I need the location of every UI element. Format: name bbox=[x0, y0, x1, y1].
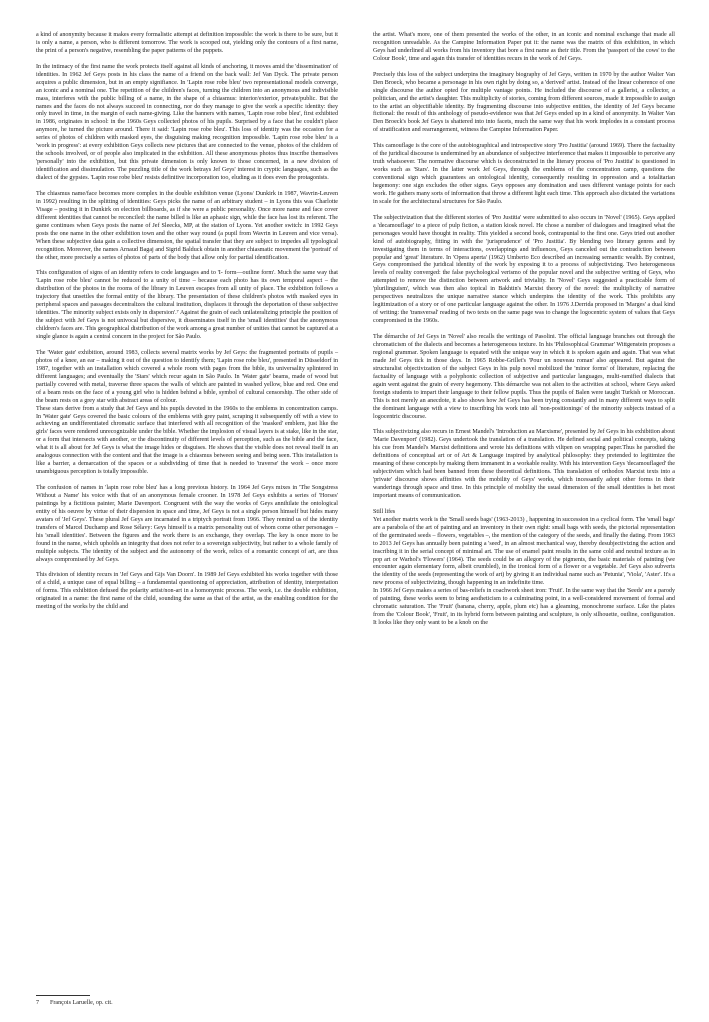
paragraph: The 'Water gate' exhibition, around 1983, collects several matrix works by Jef Geys: the fragmented portraits of pupils – photos of a knee, an ear – making it out of the question to identify them; 'Lapin rose robe bleu', presented in Düsseldorf in 1987, together with an installation which covered a whole room with pages from the bible, its universality splintered in different languages; and eventually the 'Stars' which recur again in São Paulo. In 'Water gate' beams, made of wood but partially covered with metal, traverse three spaces the walls of which are painted in washed yellow, blue and red. One end of a beam rests on the face of a young girl who is hidden behind a bible, symbol of cultural censorship. The other side of the beam rests on a grey star with abstract areas of colour. bbox=[36, 349, 338, 404]
paragraph: These stars derive from a study that Jef Geys and his pupils devoted in the 1960s to the emblems in concentration camps. In 'Water gate' Geys covered the basic colours of the emblems with grey paint, scraping it subsequently off with a view to achieving an undifferentiated chromatic surface that interfered with all recognition of the 'masked' emblem, just like the girls' faces were rendered unrecognizable under the bible. Whether the implosion of visual layers is at stake, like in the star, or a form that intersects with another, or the discontinuity of different levels of perception, such as the bible and the face, what it is all about for Jef Geys is what the image hides or disguises. He shows that the visible does not reveal itself in an analogous connection with the content and that the image is a chiasmus between seeing and being seen. This installation is like a barrier, a demarcation of the spaces or a subdividing of time that is needed to 'traverse' the work – once more unambiguous perception is totally impossible. bbox=[36, 405, 338, 476]
footnote-text: François Laruelle, op. cit. bbox=[50, 1000, 113, 1006]
paragraph: This subjectivizing also recurs in Ernest Mandel's 'Introduction au Marxisme', presented by Jef Geys in his exhibition about 'Marie Davenport' (1982). Geys undertook the translation of a translation. He defined social and political concepts, taking his cue from Mandel's Marxist definitions and wrote his definitions with viltpen on wrapping paper.Thus he parodied the definitions of conceptual art or of Art & Language inspired by analytical philosophy: they pretended to legitimize the meaning of these concepts by making them immanent in a workable reality. With his intervention Geys 'decamouflaged' the subjectivism which had been banned from these theoretical definitions. This translation of orthodox Marxist texts into a 'private' discourse shows affinities with the mobility of Geys' works, which incessantly adopt other forms in their wanderings through space and time. In this principle of mobility the usual dimension of the small identities is het most important means of communication. bbox=[373, 429, 675, 499]
paragraph: The confusion of names in 'lapin rose robe bleu' has a long previous history. In 1964 Jef Geys mixes in 'The Songstress Without a Name' his voice with that of an anonymous female crooner. In 1978 Jef Geys exhibits a series of 'Horses' paintings by a fictitious painter, Marie Davenport. Congruent with the way the works of Geys annihilate the ontological entity of his oeuvre by virtue of their dispersion in space and time, Jef Geys is not a single person himself but hides many avatars of 'Jef Geys'. These plural Jef Geys are incarnated in a triptych portrait from 1966. They remind us of the identity transfers of Marcel Duchamp and Rose Sélavy: Geys himself is a matrix personality out of whom come other personages – his 'small identities'. Between the figures and the work there is an exchange, they overlap. The key is once more to be found in the name, which upholds an integrity that does not refer to a sovereign subjectivity, but rather to a whole family of multiple subjects. The identity of the subject and the autonomy of the work, relics of a romantic concept of art, are thus always compromised by Jef Geys. bbox=[36, 485, 338, 563]
section-heading-still-lifes: Still lifes bbox=[373, 508, 396, 515]
left-column bbox=[36, 32, 338, 620]
footnote-rule bbox=[36, 995, 90, 996]
paragraph: Yet another matrix work is the 'Small seeds bags' (1963-2013) , happening in succession in a cyclical form. The 'small bags' are a parabola of the art of painting and an inventory in their own right: small bags with seeds, the pictorial representation of the germinated seeds – flowers, vegetables –, the mention of the category of the seeds, and finally the dating. From 1963 to 2013 Jef Geys has annually been painting a 'seed', in an almost mechanical way, thereby desubjectivizing the action and inscribing it in the serial concept of minimal art. The use of enamel paint results in the same cold and neutral texture as in pop art or Warhol's 'Flowers' (1964). The seeds could be an allegory of the pigments, the basic materials of painting (we encounter again elementary form, albeit crumbled), in the ironical form of a flower or a vegetable. Jef Geys also subverts the identity of the seeds (representing the work of art) by giving it an individual name such as 'Petunia', 'Viola', 'Aster'. It's a new process of subjectivizing, though happening in an indefinite time. bbox=[373, 516, 675, 587]
paragraph: In the intimacy of the first name the work protects itself against all kinds of anchoring, it moves amid the 'dissemination' of identities. In 1962 Jef Geys posts in his class the name of a friend on the back wall: Jef Van Dyck. The private person acquires a public dimension, but in an empty signifiance. In 'Lapin rose robe bleu' two representational models converge, an iconic and a nominal one. The repetition of the children's faces, turning the children into an anonymous and indivisible mass, interferes with the public billing of a name, in the shape of a chiasmus: interior/exterior, private/public. But the names and the faces do not always succeed in connecting, nor do they manage to give the work a specific identity: they only travel in time, in the margin of each name-giving. Like the banners with names, 'Lapin rose robe bleu', first exhibited in 1986, originates in school: in the 1960s Geys collected photos of his pupils. Surprised by a face that he couldn't place anymore, he turned the picture around. There it said: 'Lapin rose robe bleu'. This loss of identity was the occasion for a series of photos of children with masked eyes, the disguising making recognition impossible. 'Lapin rose robe bleu' is a 'work in progress': at every exhibition Geys collects new pictures that are connected to the venue, photos of the children of the schools involved, or of people also implicated in the exhibition. All these anonymous photos thus inscribe themselves 'personally' into the exhibition, but this private dimension is only known to those concerned, in a new division of identification and dissimulation. The puzzling title of the work betrays Jef Geys' interest in cryptic languages, such as the dialect of the gypsies. 'Lapin rose robe bleu' resists definitive incorporation too, eluding as it does even the protagonists. bbox=[36, 63, 338, 182]
footnote bbox=[36, 999, 338, 1007]
paragraph: The subjectivization that the different stories of 'Pro Justitia' were submitted to also occurs in 'Novel' (1965). Geys applied a 'decamouflage' to a piece of pulp fiction, a station kiosk novel. He chose a number of dialogues and imagined what the personages would have thought in reality. This yielded a second book, contrapuntal to the first one. Geys tried out another kind of autobiography, fitting in with the 'jurisprudence' of 'Pro Justitia'. By blending two literary genres and by investigating them in terms of interactions, overlappings and influences, Geys canceled out the contradiction between popular and 'great' literature. In 'Opera aperta' (1962) Umberto Eco described an increasing semantic wealth. By contrast, Geys compromised the juridical identity of the work by exposing it to a process of subjectivizing. Two heterogeneous levels of reality converged: the false psychological verismo of the popular novel and the subjective writing of Geys, who attempted to remove the distinction between artwork and triviality. In 'Novel' Geys suggested a practicable form of 'plurilinguism', which was then also topical in Bakhtin's Marxist theory of the novel: the multiplicity of narrative perspectives neutralizes the unique narrative stance which underpins the identity of the work. This prohibits any legitimization of a story or of one particular language against the other. In 1976 J.Derrida proposed in 'Marges' a dual kind of writing: the 'transversal' reading of two texts on the same page was to change the logocentric system of values that Geys compromised in the 1960s. bbox=[373, 214, 675, 325]
paragraph: The chiasmus name/face becomes more complex in the double exhibiton venue (Lyons/ Dunkirk in 1987, Wavrin-Leuven in 1992) resulting in the splitting of identities: Geys picks the name of an arbitrary student – in Lyons this was Charlotte Visage – posting it in Dunkirk on election billboards, as if she were a public personality. Once more name and face cover different identities that cannot be reconciled: the name billed is like an aphasic sign, while the face has lost its referent. The game continues when Geys posts the name of Jef Sleecks, MP, at the station of Lyons. Yet another switch: in 1992 Geys posts the one name in the other exhibition town and the other way round (a pupil from Wavrin in Leuven and vice versa). When these subjective data gain a collective dimension, the spatial transfer that they are subject to impedes all typological recognition. Moreover, the names Arnaud Bagaj and Sigrid Balduck obtain in another chiasmatic movement the 'portrait' of the other, more precisely a series of photos of parts of the body that allow only for partial identification. bbox=[36, 190, 338, 261]
paragraph: a kind of anonymity because it makes every formalistic attempt at definition impossible: the work is there to be sure, but it is only a name, a person, who is different tomorrow. The work is scooped out, yielding only the contours of a first name, the print of a person's negative, resembling the paper patterns of the puppets. bbox=[36, 32, 338, 54]
paragraph: This division of identity recurs in 'Jef Geys and Gijs Van Doorn'. In 1989 Jef Geys exhibited his works together with those of a child, a unique case of equal billing – a fundamental questioning of appreciation, attribution of identity, interpretation of forms. This exhibition defused the polarity artist/non-art in a homonymic process. The work, i.e. the double exhibition, originated in a name: the first name of the child, sounding the same as that of the artist, as the enabling condition for the meeting of the works by the child and bbox=[36, 572, 338, 611]
paragraph: This camouflage is the core of the autobiographical and introspective story 'Pro Justitia' (around 1969). There the factuality of the juridical discourse is undermined by an abundance of subjective interference that makes it impossible to perceive any truth whatsoever. The normative discourse which is deconstructed in the literary process of 'Pro Justitia' is questioned in works such as 'Stars'. In the latter work Jef Geys, through the emblems of the concentration camp, questions the conventional sign which guarantees an ontological identity, consequently resulting in oppression and a totalitarian hegemony: one sign excludes the other signs. Geys opposes any domination and uses different vantage points for each work. He gathers many sorts of information that throw a different light each time. This approach also dictated the variations in scale for the architectural structures for São Paulo. bbox=[373, 143, 675, 205]
right-column bbox=[373, 32, 675, 636]
paragraph: the artist. What's more, one of them presented the works of the other, in an iconic and nominal exchange that made all recognition unreadable. As the Campine Information Paper put it: the name was the matrix of this exhibition, in which Geys had underlined all works from his inventory that bore a first name as their title. From the 'passport of the cows' to the Colour Book', time and again this transfer of identities recurs in the work of Jef Geys. bbox=[373, 32, 675, 62]
footnote-number: 7 bbox=[36, 1000, 40, 1006]
paragraph: This configuration of signs of an identity refers to code languages and to 'I- form—outline form'. Much the same way that 'Lapin rose robe bleu' cannot be reduced to a unity of time – because each photo has its own temporal aspect – the distribution of the photos in the rooms of the library in Leuven escapes from all unity of place. The exhibition follows a trajectory that unsettles the formal entity of the library. The presentation of these children's photos with masked eyes in peripheral spaces and passages decentralizes the cultural institution, displaces it through the deportation of these subjective identities. 'The minority subject exists only in dispersion'.⁷ Against the grain of each unilateralizing principle the position of the subject with Jef Geys is not univocal but dispersive, it disseminates itself in the 'small identities' that the anonymous children's faces are. This geographical distribution of the work among a great number of unities that cannot be captured at a single glance is again a central concern in the project for São Paulo. bbox=[36, 270, 338, 341]
paragraph: In 1966 Jef Geys makes a series of bas-reliefs in coachwork sheet iron: 'Fruit'. In the same way that the 'Seeds' are a parody of painting, these works seem to bring aestheticism to a culminating point, in a well-considered movement of formal and chromatic saturation. The 'Fruit' (banana, cherry, apple, plum etc) has a gleaming, monochrome surface. Like the plates from the 'Colour Book', 'Fruit', in its hybrid form between painting and sculpture, is only silhouette, outline, configuration. It looks like they only want to be a knob on the bbox=[373, 588, 675, 627]
paragraph: The démarche of Jef Geys in 'Novel' also recalls the writings of Pasolini. The official language branches out through the chromaticism of the dialects and becomes a heterogeneous texture. In his 'Philosophical Grammar' Wittgenstein proposes a regional grammar. Spoken language is equated with the unique way in which it is spoken again and again. That was what made Jef Geys tick in those days. In 1965 Robbe-Grillet's 'Pour un nouveau roman' also appeared. But against the structuralist objectivization of the subject Geys in his pulp novel mobilized the 'minor forms' of literature, replacing the factuality of language with a polyphonic collection of subjective and particular languages, multi-ramified dialects that again went against the grain of every hegemony. This démarche was not alien to the activities at school, where Geys asked foreign students to impart their language to their fellow pupils. Thus the pupils of Balen were taught Turkish or Moroccan. This is not merely an anecdote, it also shows how Jef Geys has been trying constantly and in many different ways to split the dominant language with a view to inscribing his work into all 'non-positionings' of the minority subjects instead of a logocentric discourse. bbox=[373, 333, 675, 420]
paragraph: Precisely this loss of the subject underpins the imaginary biography of Jef Geys, written in 1970 by the author Walter Van Den Broeck, who became a personage in his own right by doing so, a 'derived' artist. Instead of the linear coherence of one single discourse the author opted for multiple vantage points. He included the discourse of a gallerist, a collector, a politician, and the artist's daughter. This multiplicity of stories, coming from different sources, made it impossible to assign to the artist an objectifiable identity. By fragmenting discourse into subjective entities, the identity of Jef Geys became fictional: the result of this anthology of pseudo-evidence was that Jef Geys ended up in a kind of anonymity. In Walter Van Den Broeck's book Jef Geys is shattered into into facets, much the same way that his work implodes in a constant process of stratification and rearrangement, witness the Campine Information Paper. bbox=[373, 71, 675, 134]
